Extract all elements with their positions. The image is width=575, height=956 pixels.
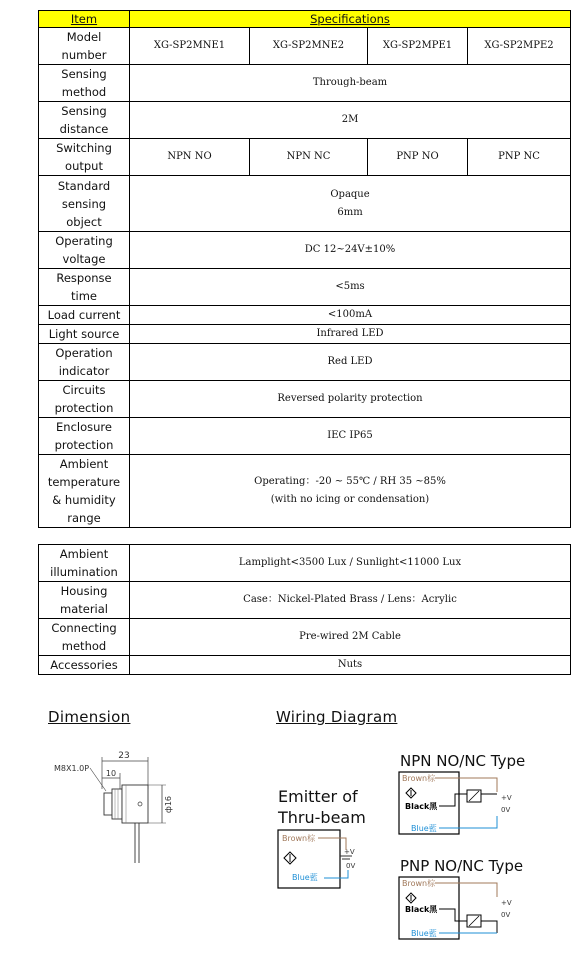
table-row — [39, 232, 571, 269]
vplus-label: +V — [501, 794, 512, 802]
spec-table-secondary — [38, 544, 571, 675]
table-row — [39, 619, 571, 656]
blue-wire-label: Blue藍 — [292, 873, 318, 882]
value-ambient-temperature: Operating：-20 ~ 55℃ / RH 35 ~85% (with no icing or condensation) — [130, 455, 571, 528]
row-label-ambient-temperature: Ambient temperature & humidity range — [39, 455, 130, 528]
pnp-title: PNP NO/NC Type — [400, 857, 524, 875]
brown-wire-label: Brown棕 — [402, 774, 436, 783]
pnp-wiring-diagram — [397, 875, 517, 943]
row-label-operating-voltage: Operating voltage — [39, 232, 130, 269]
model-cell: XG-SP2MPE1 — [368, 28, 468, 65]
value-ambient-illumination: Lamplight<3500 Lux / Sunlight<11000 Lux — [130, 545, 571, 582]
row-label-switching-output: Switching output — [39, 139, 130, 176]
row-label-housing-material: Housing material — [39, 582, 130, 619]
row-label-circuits-protection: Circuits protection — [39, 381, 130, 418]
led-symbol-icon — [406, 788, 416, 798]
table-row — [39, 344, 571, 381]
output-cell: NPN NO — [130, 139, 250, 176]
value-response-time: <5ms — [130, 269, 571, 306]
brown-wire-label: Brown棕 — [402, 879, 436, 888]
brown-wire-label: Brown棕 — [282, 834, 316, 843]
table-row — [39, 545, 571, 582]
output-cell: NPN NC — [250, 139, 368, 176]
value-connecting-method: Pre-wired 2M Cable — [130, 619, 571, 656]
table-row — [39, 306, 571, 325]
table-header-row — [39, 11, 571, 28]
npn-wiring-diagram — [397, 770, 517, 838]
row-label-sensing-distance: Sensing distance — [39, 102, 130, 139]
table-row — [39, 28, 571, 65]
row-label-sensing-method: Sensing method — [39, 65, 130, 102]
zerov-label: 0V — [346, 862, 356, 870]
row-label-response-time: Response time — [39, 269, 130, 306]
header-specifications: Specifications — [130, 11, 571, 28]
header-item: Item — [39, 11, 130, 28]
model-cell: XG-SP2MPE2 — [468, 28, 571, 65]
table-row — [39, 582, 571, 619]
spec-table-main — [38, 10, 571, 528]
vplus-label: +V — [501, 899, 512, 907]
model-cell: XG-SP2MNE2 — [250, 28, 368, 65]
dim-length-thread: 10 — [105, 769, 117, 778]
table-row — [39, 656, 571, 675]
table-row — [39, 455, 571, 528]
blue-wire-label: Blue藍 — [411, 929, 437, 938]
table-row — [39, 269, 571, 306]
black-wire-label: Black黑 — [405, 802, 438, 811]
row-label-light-source: Light source — [39, 325, 130, 344]
blue-wire-label: Blue藍 — [411, 824, 437, 833]
value-light-source: Infrared LED — [130, 325, 571, 344]
value-operating-voltage: DC 12~24V±10% — [130, 232, 571, 269]
dimension-drawing — [40, 745, 190, 870]
row-label-load-current: Load current — [39, 306, 130, 325]
sensor-body-shape — [104, 785, 148, 863]
dim-thread-label: M8X1.0P — [54, 764, 90, 773]
led-symbol-icon — [284, 852, 296, 864]
value-housing-material: Case：Nickel-Plated Brass / Lens：Acrylic — [130, 582, 571, 619]
row-label-ambient-illumination: Ambient illumination — [39, 545, 130, 582]
npn-title: NPN NO/NC Type — [400, 752, 526, 770]
table-row — [39, 102, 571, 139]
row-label-accessories: Accessories — [39, 656, 130, 675]
value-standard-sensing-object: Opaque 6mm — [130, 176, 571, 232]
value-circuits-protection: Reversed polarity protection — [130, 381, 571, 418]
table-row — [39, 381, 571, 418]
dimension-title: Dimension — [48, 708, 131, 726]
value-sensing-distance: 2M — [130, 102, 571, 139]
value-enclosure-protection: IEC IP65 — [130, 418, 571, 455]
row-label-enclosure-protection: Enclosure protection — [39, 418, 130, 455]
black-wire-label: Black黑 — [405, 905, 438, 914]
led-symbol-icon — [406, 893, 416, 903]
vplus-label: +V — [344, 848, 355, 856]
table-row — [39, 139, 571, 176]
table-row — [39, 418, 571, 455]
output-cell: PNP NO — [368, 139, 468, 176]
table-row — [39, 325, 571, 344]
row-label-connecting-method: Connecting method — [39, 619, 130, 656]
row-label-operation-indicator: Operation indicator — [39, 344, 130, 381]
table-row — [39, 65, 571, 102]
zerov-label: 0V — [501, 911, 511, 919]
dim-length-total: 23 — [118, 751, 130, 761]
output-cell: PNP NC — [468, 139, 571, 176]
emitter-wiring-diagram — [276, 828, 366, 890]
wiring-diagram-title: Wiring Diagram — [276, 708, 398, 726]
emitter-title: Emitter of Thru-beam — [278, 787, 366, 827]
value-operation-indicator: Red LED — [130, 344, 571, 381]
dim-diameter: ф16 — [164, 795, 173, 813]
value-sensing-method: Through-beam — [130, 65, 571, 102]
value-load-current: <100mA — [130, 306, 571, 325]
zerov-label: 0V — [501, 806, 511, 814]
model-cell: XG-SP2MNE1 — [130, 28, 250, 65]
row-label-model-number: Model number — [39, 28, 130, 65]
row-label-standard-sensing-object: Standard sensing object — [39, 176, 130, 232]
table-row — [39, 176, 571, 232]
value-accessories: Nuts — [130, 656, 571, 675]
